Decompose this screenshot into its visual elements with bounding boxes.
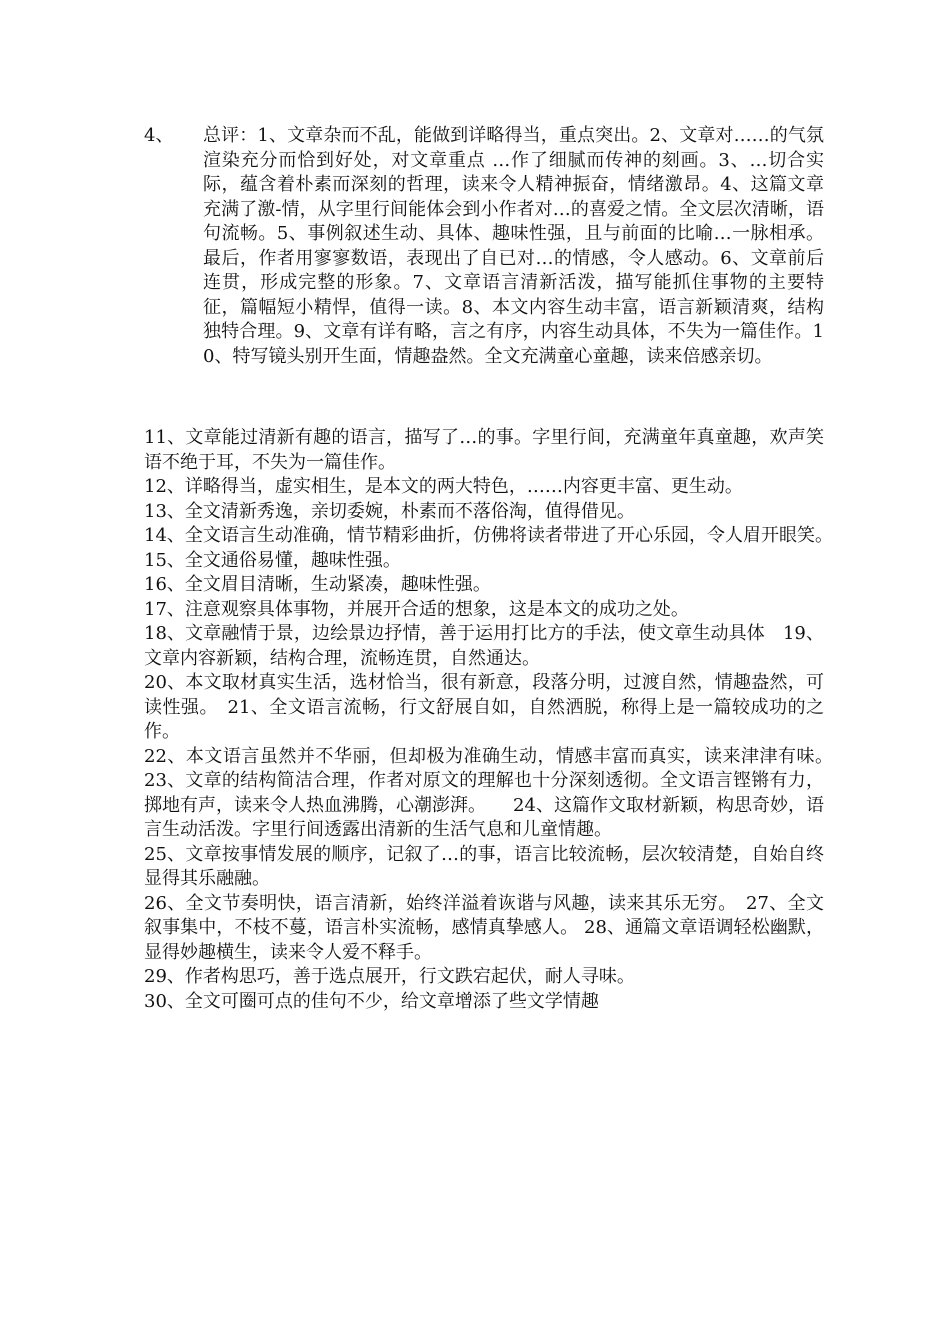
comment-paragraph: 25、文章按事情发展的顺序，记叙了…的事，语言比较流畅，层次较清楚，自始自终显得其乐融融。 bbox=[144, 843, 824, 889]
summary-item-4 bbox=[144, 124, 824, 369]
item-number: 4、 bbox=[144, 125, 174, 146]
item-text: 总评：1、文章杂而不乱，能做到详略得当，重点突出。2、文章对……的气氛渲染充分而恰到好处，对文章重点 …作了细腻而传神的刻画。3、…切合实际，蕴含着朴素而深刻的哲理，读来令人精神振奋，情绪激昂。4、这篇文章充满了激-情，从字里行间能体会到小作者对…的喜爱之情。全文层次清晰，语句流畅。5、事例叙述生动、具体、趣味性强，且与前面的比喻…一脉相承。最后，作者用寥寥数语，表现出了自已对…的情感，令人感动。6、文章前后连贯，形成完整的形象。7、文章语言清新活泼，描写能抓住事物的主要特征，篇幅短小精悍，值得一读。8、本文内容生动丰富，语言新颖清爽，结构独特合理。9、文章有详有略，言之有序，内容生动具体，不失为一篇佳作。10、特写镜头别开生面，情趣盎然。全文充满童心童趣，读来倍感亲切。 bbox=[203, 125, 824, 367]
comment-paragraph: 20、本文取材真实生活，选材恰当，很有新意，段落分明，过渡自然，情趣盎然，可读性强。 21、全文语言流畅，行文舒展自如，自然洒脱，称得上是一篇较成功的之作。 bbox=[144, 672, 824, 742]
comment-paragraph: 30、全文可圈可点的佳句不少，给文章增添了些文学情趣 bbox=[144, 990, 599, 1012]
comment-list bbox=[144, 426, 860, 1014]
comment-paragraph: 22、本文语言虽然并不华丽，但却极为准确生动，情感丰富而真实，读来津津有味。 23、文章的结构简洁合理，作者对原文的理解也十分深刻透彻。全文语言铿锵有力，掷地有声，读来令人热血沸腾，心潮澎湃。 24、这篇作文取材新颖，构思奇妙，语言生动活泼。字里行间透露出清新的生活气息和儿童情趣。 bbox=[144, 745, 842, 840]
comment-paragraph: 16、全文眉目清晰，生动紧凑，趣味性强。 bbox=[144, 574, 491, 595]
comment-paragraph: 17、注意观察具体事物，并展开合适的想象，这是本文的成功之处。 bbox=[144, 598, 689, 620]
comment-paragraph: 26、全文节奏明快，语言清新，始终洋溢着诙谐与风趣，读来其乐无穷。 27、全文叙事集中，不枝不蔓，语言朴实流畅，感情真挚感人。 28、通篇文章语调轻松幽默，显得妙趣横生，读来令人爱不释手。 bbox=[144, 892, 824, 963]
comment-paragraph: 12、详略得当，虚实相生，是本文的两大特色，……内容更丰富、更生动。 bbox=[144, 476, 743, 497]
comment-paragraph: 18、文章融情于景，边绘景边抒情，善于运用打比方的手法，使文章生动具体 19、文章内容新颖，结构合理，流畅连贯，自然通达。 bbox=[144, 623, 824, 669]
comment-paragraph: 13、全文清新秀逸，亲切委婉，朴素而不落俗淘，值得借见。 bbox=[144, 500, 635, 522]
comment-paragraph: 11、文章能过清新有趣的语言，描写了…的事。字里行间，充满童年真童趣，欢声笑语不绝于耳，不失为一篇佳作。 bbox=[144, 427, 824, 473]
comment-paragraph: 14、全文语言生动准确，情节精彩曲折，仿佛将读者带进了开心乐园，令人眉开眼笑。 15、全文通俗易懂，趣味性强。 bbox=[144, 525, 860, 571]
comment-paragraph: 29、作者构思巧，善于选点展开，行文跌宕起伏，耐人寻味。 bbox=[144, 966, 635, 987]
